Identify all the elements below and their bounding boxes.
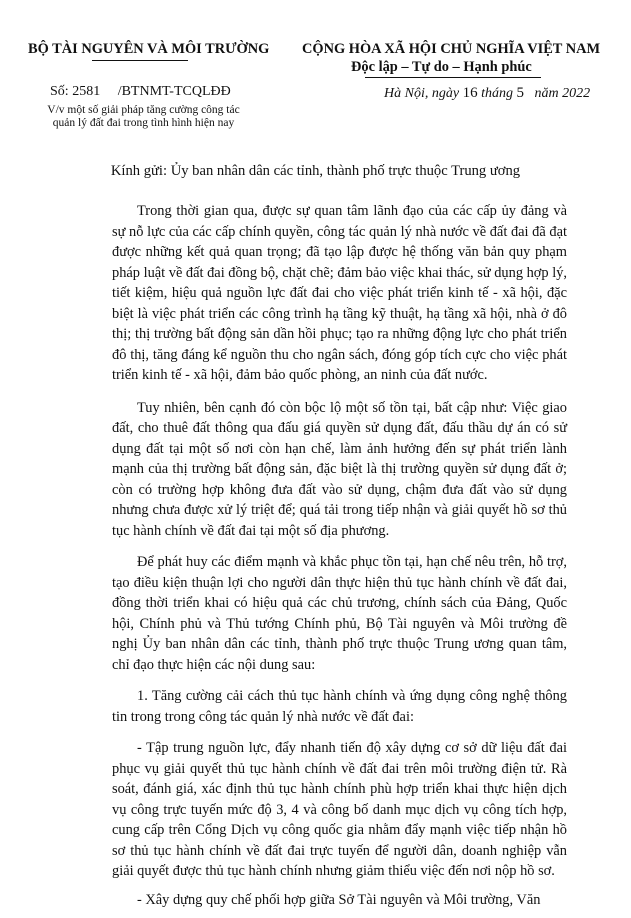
greeting: Kính gửi: Ủy ban nhân dân các tỉnh, thành phố trực thuộc Trung ương: [110, 163, 521, 179]
country-name: CỘNG HÒA XÃ HỘI CHỦ NGHĨA VIỆT NAM: [302, 41, 601, 57]
paragraph-2: Tuy nhiên, bên cạnh đó còn bộc lộ một số tồn tại, bất cập như: Việc giao đất, cho thuê đất thông qua đấu giá quyền sử dụng đất, đấu thầu dự án có sử dụng đất tại một số nơi còn hạn chế, làm ảnh hưởng đến sự phát triển lành mạnh của thị trường bất động sản, đặc biệt là thị trường quyền sử dụng đất ở; còn có trường hợp không đưa đất vào sử dụng, chậm đưa đất vào sử dụng nhưng chưa được xử lý triệt để; quá tải trong tiếp nhận và giải quyết hồ sơ thủ tục hành chính về đất đai tại một số địa phương.: [112, 399, 567, 539]
number-value: 2581: [72, 84, 101, 99]
document-number: [50, 84, 231, 100]
subject-line-2: quản lý đất đai trong tình hình hiện nay: [52, 117, 235, 129]
paragraph-1: Trong thời gian qua, được sự quan tâm lãnh đạo của các cấp ủy đảng và sự nỗ lực của các cấp chính quyền, công tác quản lý nhà nước về đất đai đã đạt được những kết quả quan trọng; đã tạo lập được hệ thống văn bản quy phạm pháp luật về đất đai đồng bộ, chặt chẽ; đảm bảo việc khai thác, sử dụng hợp lý, tiết kiệm, hiệu quả nguồn lực đất đai cho việc phát triển kinh tế - xã hội, đặc biệt là việc phát triển các công trình hạ tầng kỹ thuật, hạ tầng xã hội, nhà ở đô thị; thị trường bất động sản dần hồi phục; tạo ra những động lực cho phát triển đô thị, tăng đáng kể nguồn thu cho ngân sách, đóng góp tích cực cho việc phát triển kinh tế - xã hội, đảm bảo quốc phòng, an ninh của đất nước.: [112, 203, 567, 383]
paragraph-3: Để phát huy các điểm mạnh và khắc phục tồn tại, hạn chế nêu trên, hỗ trợ, tạo điều kiện thuận lợi cho người dân thực hiện thủ tục hành chính về đất đai, đồng thời triển khai có hiệu quả các chủ trương, chính sách của Đảng, Quốc hội, Chính phủ và Thủ tướng Chính phủ, Bộ Tài nguyên và Môi trường đề nghị Ủy ban nhân dân các tỉnh, thành phố trực thuộc Trung ương quan tâm, chỉ đạo thực hiện các nội dung sau:: [112, 554, 567, 673]
subject-line-1: V/v một số giải pháp tăng cường công tác: [47, 104, 240, 116]
document-subject: [16, 104, 271, 130]
number-prefix: Số:: [50, 84, 69, 99]
motto-underline: [365, 77, 541, 78]
ministry-name: BỘ TÀI NGUYÊN VÀ MÔI TRƯỜNG: [28, 41, 270, 57]
document-body: [112, 201, 567, 918]
section-1-heading: 1. Tăng cường cải cách thủ tục hành chính và ứng dụng công nghệ thông tin trong trong công tác quản lý nhà nước về đất đai:: [112, 688, 567, 725]
document-date: [384, 85, 590, 102]
national-motto: Độc lập – Tự do – Hạnh phúc: [351, 59, 532, 75]
date-month-label: tháng: [481, 86, 513, 101]
ministry-underline: [92, 60, 188, 61]
date-year: năm 2022: [534, 86, 591, 101]
number-code: /BTNMT-TCQLĐĐ: [117, 84, 231, 99]
date-month: 5: [516, 85, 524, 101]
bullet-2: - Xây dựng quy chế phối hợp giữa Sở Tài nguyên và Môi trường, Văn: [137, 891, 541, 908]
date-day: 16: [462, 85, 478, 101]
bullet-1: - Tập trung nguồn lực, đẩy nhanh tiến độ xây dựng cơ sở dữ liệu đất đai phục vụ giải quyết thủ tục hành chính về đất đai trên môi trường điện tử. Rà soát, đánh giá, xác định thủ tục hành chính phù hợp triển khai thực hiện dịch vụ công trực tuyến mức độ 3, 4 và công bố danh mục dịch vụ công tích hợp, cung cấp trên Cổng Dịch vụ công quốc gia nhằm đẩy mạnh việc tiếp nhận hồ sơ thủ tục hành chính về đất đai trực tuyến để người dân, doanh nghiệp vẫn giải quyết được thủ tục hành chính nhưng giảm thiểu việc đến nơi nộp hồ sơ.: [112, 740, 567, 879]
date-prefix: Hà Nội, ngày: [384, 86, 460, 101]
